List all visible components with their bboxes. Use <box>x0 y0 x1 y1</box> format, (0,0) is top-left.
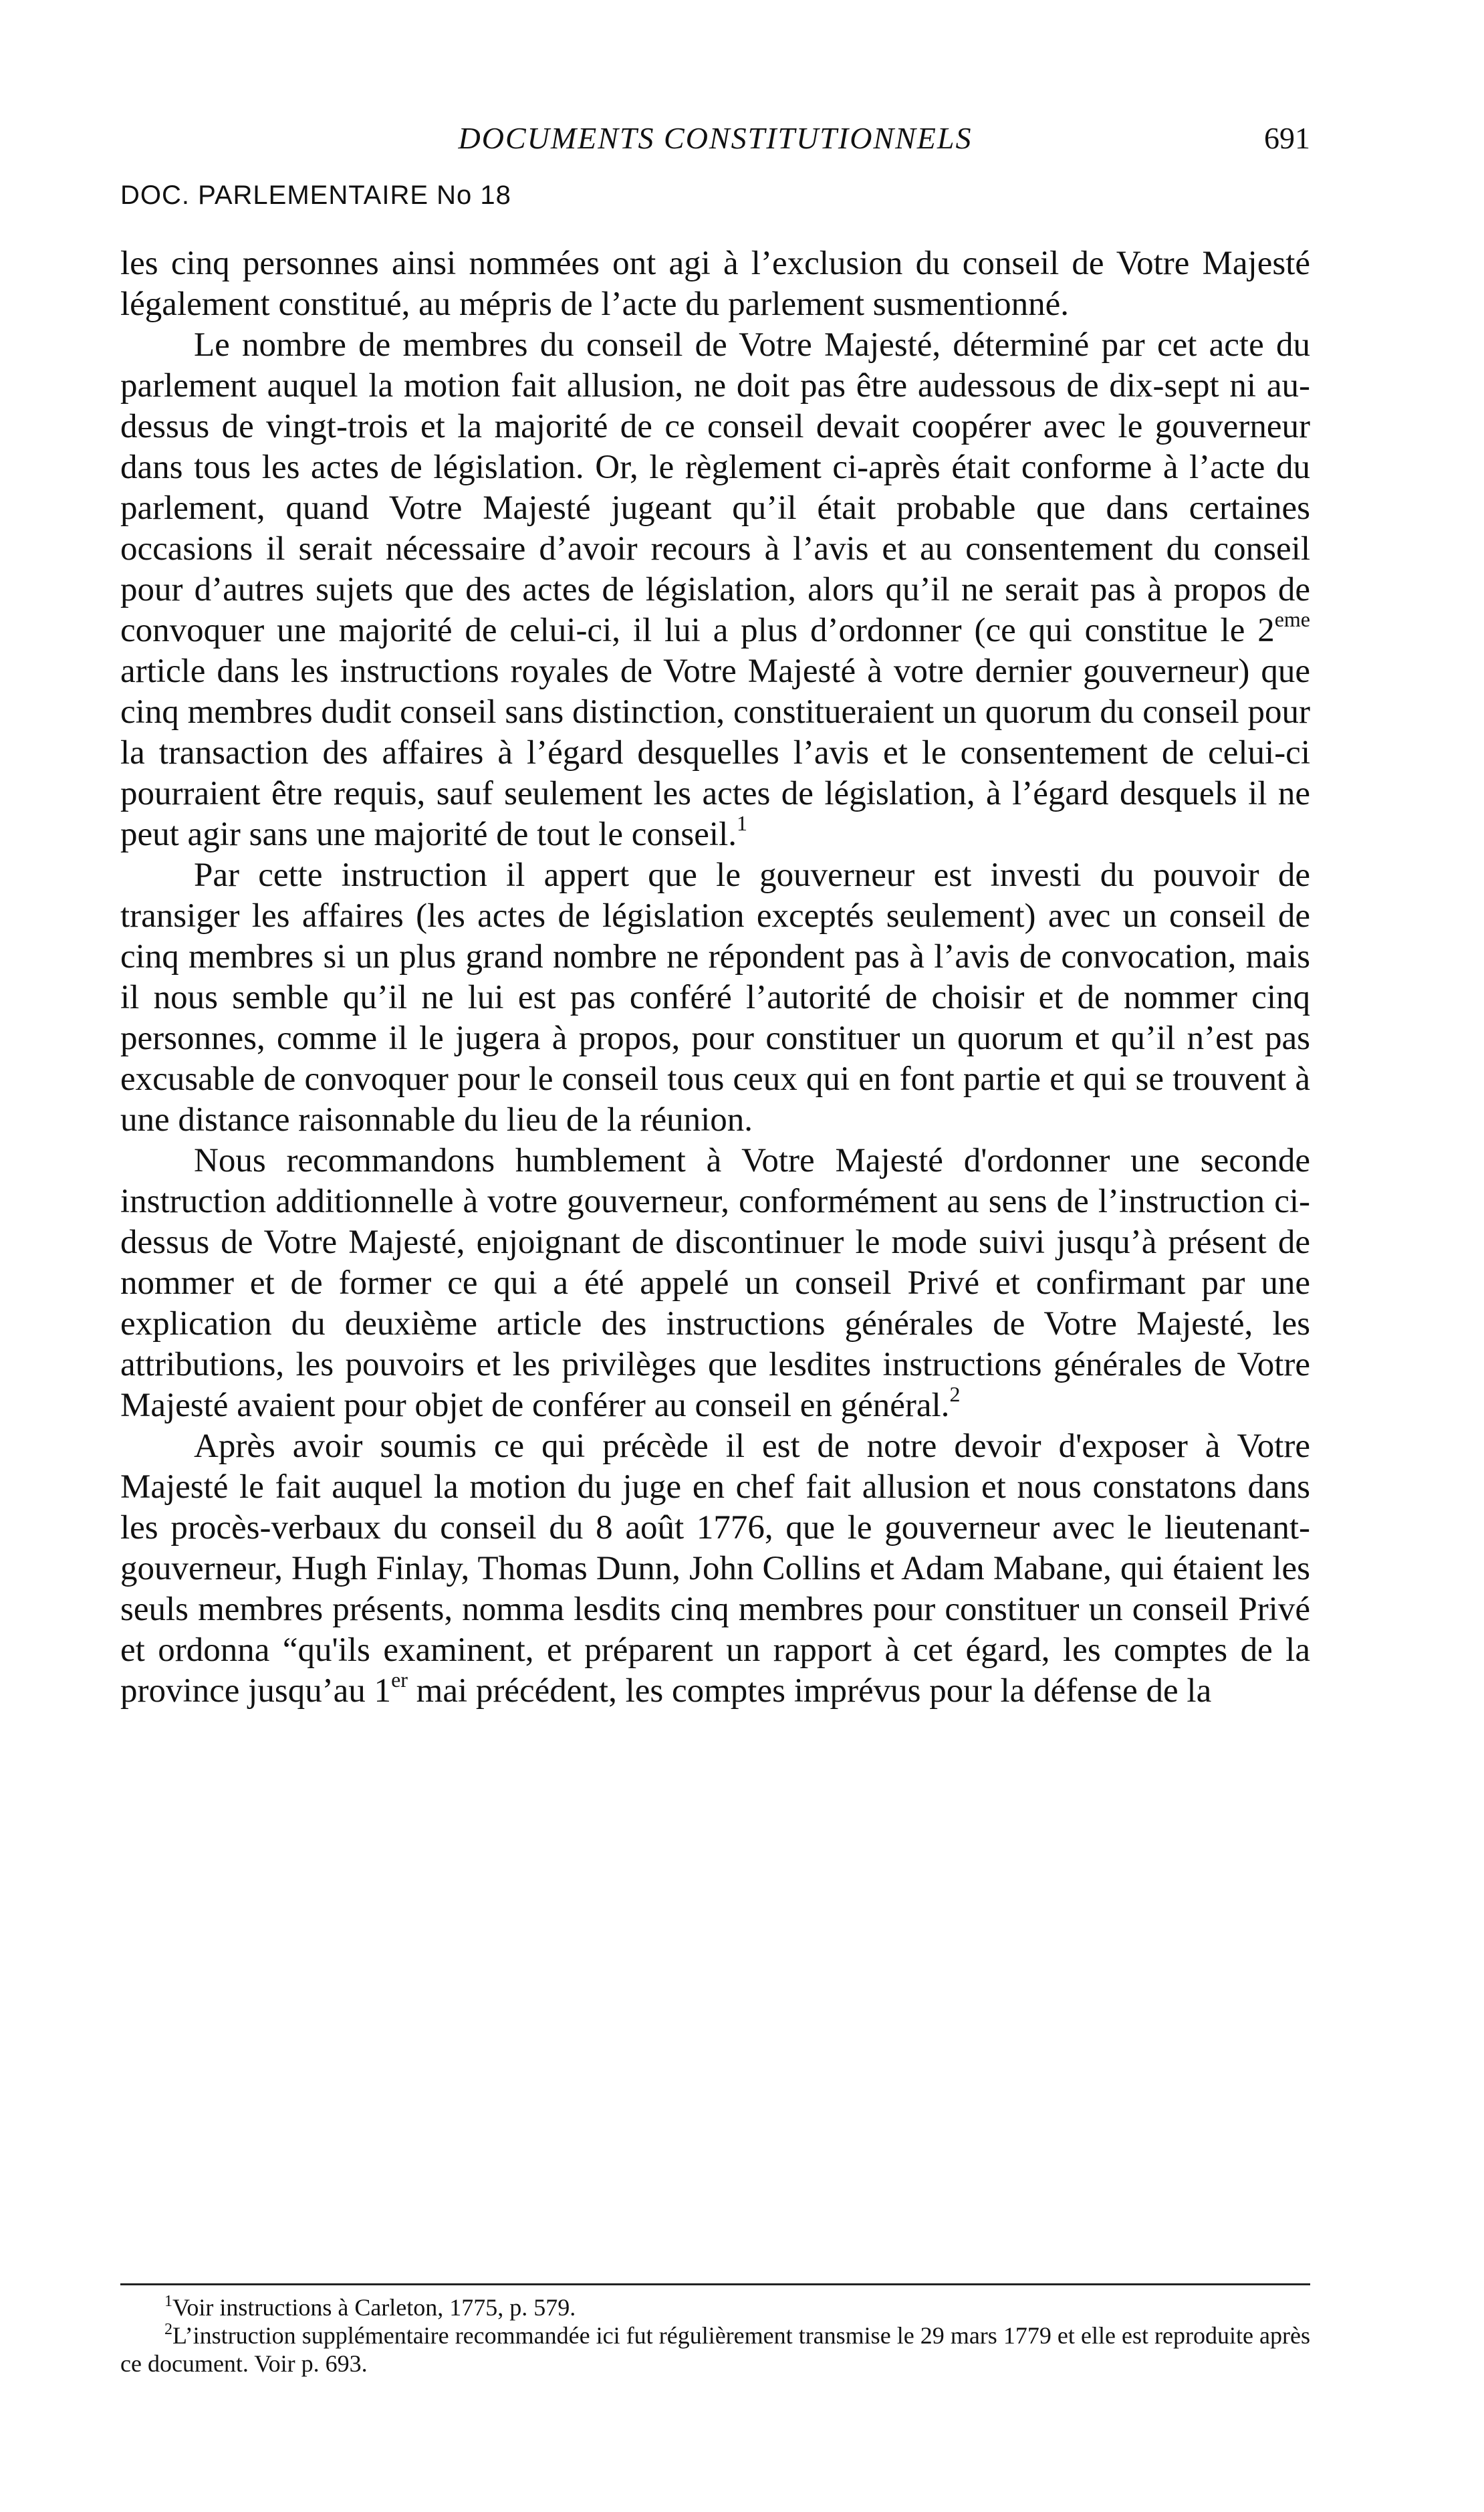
footnote <box>120 2293 1310 2321</box>
page-number: 691 <box>1264 121 1310 155</box>
running-title: DOCUMENTS CONSTITUTIONNELS <box>458 121 973 155</box>
paragraph <box>120 855 1310 1141</box>
footnote-marker: 2 <box>164 2321 172 2338</box>
paragraph <box>120 243 1310 325</box>
paragraph-text: Par cette instruction il appert que le gouverneur est investi du pouvoir de transiger les affaires (les actes de législation exceptés seulement) avec un conseil de cinq membres si un plus grand nombre ne répondent pas à l’avis de convocation, mais il nous semble qu’il ne lui est pas conféré l’autorité de choisir et de nommer cinq personnes, comme il le jugera à propos, pour constituer un quorum et qu’il n’est pas excusable de convoquer pour le conseil tous ceux qui en font partie et qui se trouvent à une distance raisonnable du lieu de la réunion. <box>120 857 1310 1139</box>
paragraph <box>120 1426 1310 1712</box>
superscript: eme <box>1274 607 1310 631</box>
paragraph-text: les cinq personnes ainsi nommées ont agi à l’exclusion du conseil de Votre Majesté légalement constitué, au mépris de l’acte du parlement susmentionné. <box>120 245 1310 323</box>
paragraph <box>120 325 1310 855</box>
footnote <box>120 2321 1310 2378</box>
footnote-text: L’instruction supplémentaire recommandée ici fut régulièrement transmise le 29 mars 1779 et elle est reproduite après ce document. Voir p. 693. <box>120 2322 1310 2377</box>
paragraph-text: Le nombre de membres du conseil de Votre Majesté, déterminé par cet acte du parlement auquel la motion fait allusion, ne doit pas être audessous de dix-sept ni au-dessus de vingt-trois et la majorité de ce conseil devait coopérer avec le gouverneur dans tous les actes de législation. Or, le règlement ci-après était conforme à l’acte du parlement, quand Votre Majesté jugeant qu’il était probable que dans certaines occasions il serait nécessaire d’avoir recours à l’avis et au consentement du conseil pour d’autres sujets que des actes de législation, alors qu’il ne serait pas à propos de convoquer une majorité de celui-ci, il lui a plus d’ordonner (ce qui constitue le 2 <box>120 326 1310 649</box>
running-head <box>120 115 1310 162</box>
paragraph-text: mai précédent, les comptes imprévus pour la défense de la <box>407 1672 1212 1710</box>
paragraph-text: Nous recommandons humblement à Votre Majesté d'ordonner une seconde instruction additionnelle à votre gouverneur, conformément au sens de l’instruction ci-dessus de Votre Majesté, enjoignant de discontinuer le mode suivi jusqu’à présent de nommer et de former ce qui a été appelé un conseil Privé et confirmant par une explication du deuxième article des instructions générales de Votre Majesté, les attributions, les pouvoirs et les privilèges que lesdites instructions générales de Votre Majesté avaient pour objet de conférer au conseil en général. <box>120 1142 1310 1424</box>
paragraph-text: Après avoir soumis ce qui précède il est de notre devoir d'exposer à Votre Majesté le fait auquel la motion du juge en chef fait allusion et nous constatons dans les procès-verbaux du conseil du 8 août 1776, que le gouverneur avec le lieutenant-gouverneur, Hugh Finlay, Thomas Dunn, John Collins et Adam Mabane, qui étaient les seuls membres présents, nomma lesdits cinq membres pour constituer un conseil Privé et ordonna “qu'ils examinent, et préparent un rapport à cet égard, les comptes de la province jusqu’au 1 <box>120 1428 1310 1710</box>
footnotes <box>120 2293 1310 2378</box>
paragraph <box>120 1141 1310 1426</box>
paragraph-text: article dans les instructions royales de Votre Majesté à votre dernier gouverneur) que cinq membres dudit conseil sans distinction, constitueraient un quorum du conseil pour la transaction des affaires à l’égard desquelles l’avis et le consentement de celui-ci pourraient être requis, sauf seulement les actes de législation, à l’égard desquels il ne peut agir sans une majorité de tout le conseil. <box>120 653 1310 853</box>
superscript: 2 <box>949 1382 961 1406</box>
superscript: er <box>391 1668 408 1692</box>
superscript: 1 <box>736 811 747 835</box>
footnote-text: Voir instructions à Carleton, 1775, p. 579. <box>172 2294 576 2321</box>
footnote-rule <box>120 2283 1310 2285</box>
body-text <box>120 243 1310 1712</box>
footnote-marker: 1 <box>164 2293 172 2310</box>
document-label: DOC. PARLEMENTAIRE No 18 <box>120 181 511 210</box>
